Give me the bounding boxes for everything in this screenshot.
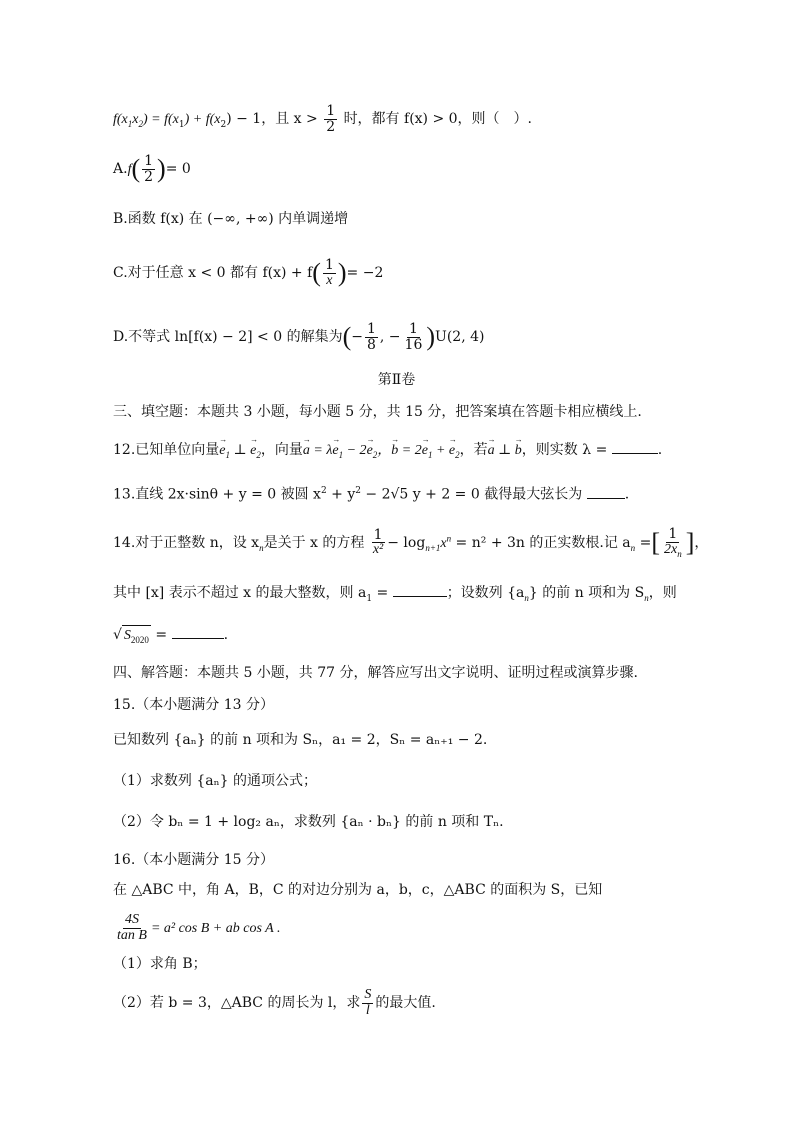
question-16-part-2: （2）若 b = 3，△ABC 的周长为 l，求 $\frac{S}{l}$ 的最大值. (113, 987, 436, 1018)
answer-blank[interactable] (172, 624, 224, 639)
option-a: A.f( $\frac{1}{2}$ )= 0 (113, 153, 191, 185)
answer-blank[interactable] (612, 439, 658, 454)
option-b: B.函数 f(x) 在 (−∞, +∞) 内单调递增 (113, 211, 349, 227)
question-13: 13.直线 2x·sinθ + y = 0 被圆 $x^2 + y^2 - 2√5$ y + 2 = 0 截得最大弦长为 . (113, 481, 629, 505)
section-three-heading: 三、填空题：本题共 3 小题，每小题 5 分，共 15 分，把答案填在答题卡相应横线上. (113, 404, 642, 420)
question-16-stem: 在 △ABC 中，角 A，B，C 的对边分别为 a，b，c，△ABC 的面积为 S，已知 (113, 882, 603, 898)
option-d: D.不等式 ln[f(x) − 2] < 0 的解集为(− $\frac{1}{8}$ , − $\frac{1}{16}$ )U(2, 4) (113, 321, 485, 353)
question-14-continued: 其中 [x] 表示不超过 x 的最大整数，则 $a_1$ = ；设数列 $\{a_n\}$ 的前 n 项和为 $S_n$，则 (113, 582, 677, 609)
question-12: 12.已知单位向量→ $e_1$ ⊥ → $e_2$，向量→ $a = \lambda\to e_1 - 2\to e_2$，→ $b = 2\to e_1$ + → $e_2$，若→ a ⊥ → b，则实数 λ = . (113, 439, 662, 465)
section-four-heading: 四、解答题：本题共 5 小题，共 77 分，解答应写出文字说明、证明过程或演算步骤. (113, 665, 638, 681)
question-16-part-1: （1）求角 B； (113, 956, 207, 972)
answer-blank[interactable] (587, 484, 625, 499)
part-two-title: 第Ⅱ卷 (377, 372, 416, 388)
answer-blank[interactable] (393, 582, 447, 597)
question-15-part-1: （1）求数列 {aₙ} 的通项公式； (113, 773, 318, 789)
question-15-header: 15.（本小题满分 13 分） (113, 697, 274, 713)
question-14: 14.对于正整数 n，设 $x_n$是关于 x 的方程 $\frac{1}{\text{x²}}$ − $\log_{n+1}x^n = n^2 + 3n$ 的正实数根.记 $a_n$ =[ $\frac{1}{2x_n}$ ]， (113, 526, 709, 559)
question-15-part-2: （2）令 bₙ = 1 + log₂ aₙ，求数列 {aₙ · bₙ} 的前 n 项和 Tₙ. (113, 814, 504, 830)
question-15-stem: 已知数列 {aₙ} 的前 n 项和为 Sₙ，a₁ = 2，Sₙ = aₙ₊₁ − 2. (113, 732, 488, 748)
question-14-sum: √ $S_{2020}$ = . (113, 624, 228, 650)
q11-condition: $f(x_1x_2) = f(x_1) + f(x_2) - 1$，且 x > $\frac{1}{2}$ 时，都有 f(x) > 0，则（ ）. (113, 103, 533, 135)
option-c: C.对于任意 x < 0 都有 f(x) + f( $\frac{1}{x}$ )= −2 (113, 257, 384, 288)
question-16-equation: $\frac{4S}{\text{tan B}}$ = a² cos B + ab cos A . (117, 912, 281, 943)
fraction-half: $\frac{1}{2}$ (326, 103, 336, 135)
question-16-header: 16.（本小题满分 15 分） (113, 852, 274, 868)
